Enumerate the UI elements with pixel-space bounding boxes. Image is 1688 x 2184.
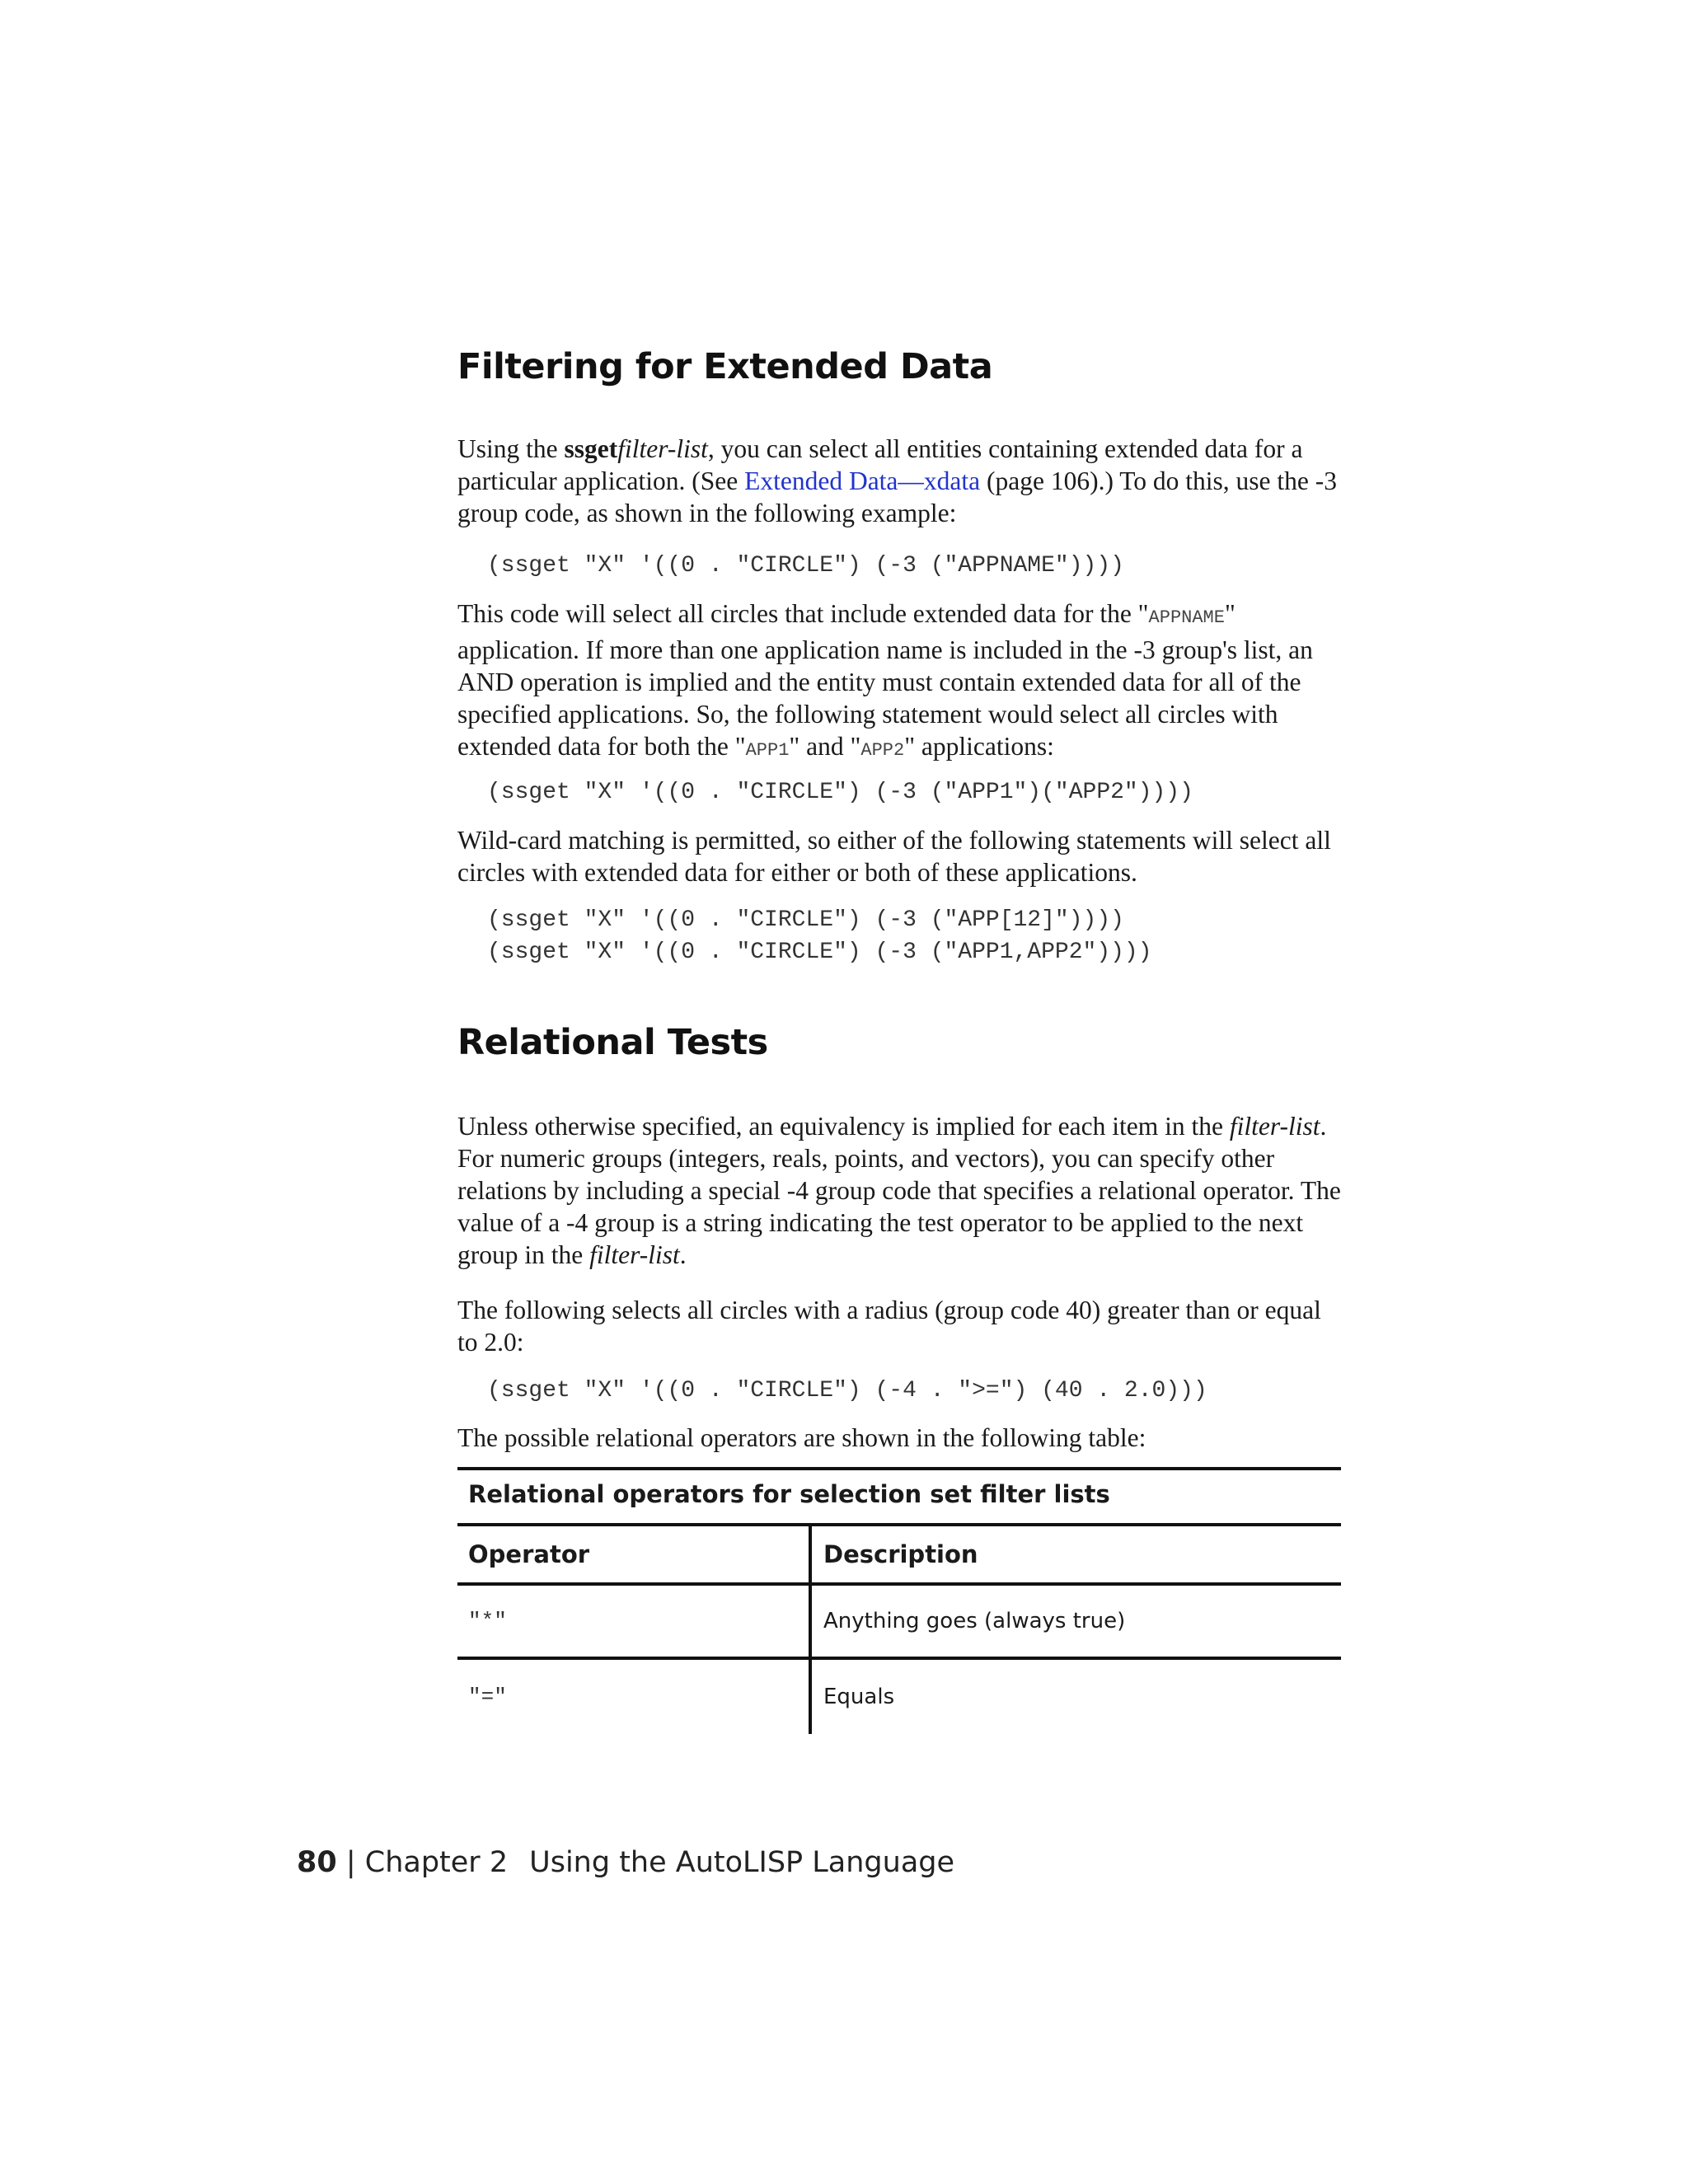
table-row (457, 1586, 1341, 1660)
filter-list-arg: filter-list (1229, 1112, 1320, 1141)
chapter-label: Chapter 2 (364, 1846, 509, 1879)
page-number: 80 (297, 1846, 337, 1879)
paragraph-operators-intro: The possible relational operators are shown in the following table: (457, 1423, 1146, 1452)
table-title: Relational operators for selection set filter lists (457, 1467, 1341, 1526)
table-row (457, 1660, 1341, 1734)
header-operator: Operator (457, 1526, 812, 1582)
paragraph-circles-extended: This code will select all circles that include extended data for the "APPNAME" application. If more than one application name is included in the -3 group's list, an AND operation is implied and the entity must contain extended data for all of the specified applications. So, the following statement would select all circles with extended data for both the "APP1" and "APP2" applications: (457, 599, 1313, 761)
relational-operators-table (457, 1467, 1341, 1734)
filter-list-arg: filter-list (589, 1240, 680, 1269)
heading-filtering-extended-data: Filtering for Extended Data (457, 346, 993, 387)
operator-cell: "=" (457, 1660, 812, 1734)
paragraph-radius-example: The following selects all circles with a radius (group code 40) greater than or equal to 2.0: (457, 1296, 1321, 1357)
code-example-wildcard-b: (ssget "X" '((0 . "CIRCLE") (-3 ("APP1,APP2")))) (487, 940, 1152, 965)
code-example-appname: (ssget "X" '((0 . "CIRCLE") (-3 ("APPNAME")))) (487, 553, 1124, 579)
code-example-wildcard-a: (ssget "X" '((0 . "CIRCLE") (-3 ("APP[12]")))) (487, 907, 1124, 933)
chapter-title: Using the AutoLISP Language (529, 1846, 955, 1879)
paragraph-ssget-intro: Using the ssgetfilter-list, you can select all entities containing extended data for a particular application. (See Extended Data—xdata (page 106).) To do this, use the -3 group code, as shown in the following example: (457, 434, 1338, 527)
ssget-command: ssget (564, 434, 618, 463)
operator-cell: "*" (457, 1586, 812, 1657)
paragraph-wildcard: Wild-card matching is permitted, so either of the following statements will select all circles with extended data for either or both of these applications. (457, 826, 1331, 887)
description-cell: Equals (823, 1685, 895, 1709)
extended-data-link[interactable]: Extended Data—xdata (744, 466, 981, 495)
code-example-app1-app2: (ssget "X" '((0 . "CIRCLE") (-3 ("APP1")("APP2")))) (487, 780, 1193, 805)
page-footer: 80 | Chapter 2 Using the AutoLISP Language (297, 1846, 955, 1879)
heading-relational-tests: Relational Tests (457, 1022, 768, 1063)
description-cell: Anything goes (always true) (823, 1609, 1126, 1633)
paragraph-equivalency: Unless otherwise specified, an equivalency is implied for each item in the filter-list. For numeric groups (integers, reals, points, and vectors), you can specify other relations by including a special -4 group code that specifies a relational operator. The value of a -4 group is a string indicating the test operator to be applied to the next group in the filter-list. (457, 1112, 1341, 1269)
filter-list-arg: filter-list (617, 434, 708, 463)
table-header-row (457, 1526, 1341, 1586)
header-description: Description (823, 1540, 978, 1568)
code-example-radius: (ssget "X" '((0 . "CIRCLE") (-4 . ">=") (40 . 2.0))) (487, 1378, 1207, 1404)
